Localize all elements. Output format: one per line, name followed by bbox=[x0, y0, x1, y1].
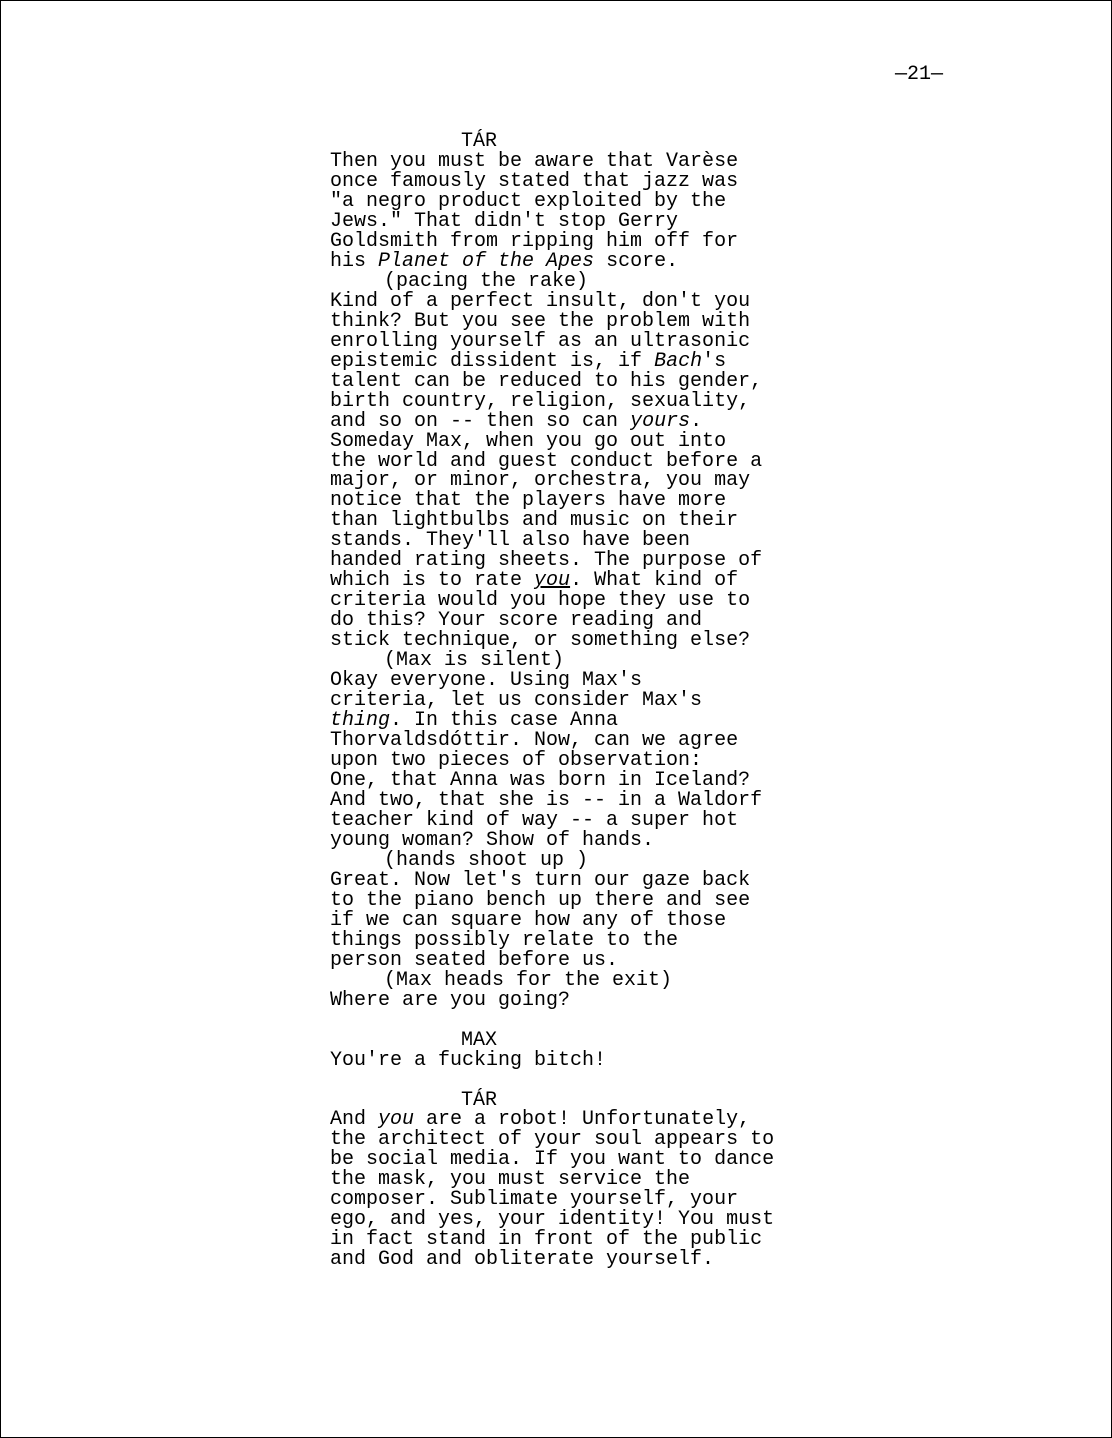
line-text: 's bbox=[702, 349, 727, 373]
emphasis-text: you bbox=[378, 1108, 415, 1132]
dialogue-line bbox=[330, 1210, 850, 1230]
line-text: and so on -- then so can bbox=[330, 409, 631, 433]
line-text: Where are you going? bbox=[330, 988, 571, 1012]
parenthetical bbox=[330, 848, 850, 872]
page-number: —21— bbox=[895, 63, 944, 86]
line-text: You're a fucking bitch! bbox=[330, 1048, 607, 1072]
dialogue-line bbox=[330, 189, 850, 213]
dialogue-line bbox=[330, 389, 850, 413]
character-cue bbox=[330, 1088, 850, 1112]
dialogue-line bbox=[330, 169, 850, 193]
line-text: "a negro product exploited by the bbox=[330, 189, 727, 213]
character-cue bbox=[330, 1028, 850, 1052]
dialogue-line bbox=[330, 229, 850, 253]
emphasis-text: yours bbox=[630, 409, 691, 433]
dialogue-line bbox=[330, 631, 850, 651]
parenthetical bbox=[330, 269, 850, 293]
dialogue-line bbox=[330, 531, 850, 551]
dialogue-line bbox=[330, 691, 850, 711]
line-text: once famously stated that jazz was bbox=[330, 169, 739, 193]
dialogue-line bbox=[330, 751, 850, 771]
line-text: upon two pieces of observation: bbox=[330, 749, 703, 773]
line-text: . What kind of bbox=[570, 569, 739, 593]
dialogue-line bbox=[330, 711, 850, 731]
dialogue-line bbox=[330, 788, 850, 812]
line-text: major, or minor, orchestra, you may bbox=[330, 469, 751, 493]
screenplay-body bbox=[330, 132, 850, 1270]
dialogue-line bbox=[330, 471, 850, 491]
dialogue-line bbox=[330, 309, 850, 333]
dialogue-line bbox=[330, 349, 850, 373]
line-text: to the piano bench up there and see bbox=[330, 888, 751, 912]
dialogue-line bbox=[330, 771, 850, 791]
line-text: (Max heads for the exit) bbox=[384, 968, 673, 992]
dialogue-line bbox=[330, 1250, 850, 1270]
line-text: his bbox=[330, 249, 379, 273]
line-text: are a robot! Unfortunately, bbox=[414, 1108, 751, 1132]
line-text: Goldsmith from ripping him off for bbox=[330, 229, 739, 253]
line-text: . bbox=[690, 409, 703, 433]
line-text: than lightbulbs and music on their bbox=[330, 509, 739, 533]
character-cue bbox=[330, 132, 850, 152]
dialogue-line bbox=[330, 1170, 850, 1190]
parenthetical bbox=[330, 968, 850, 992]
line-text: epistemic dissident is, if bbox=[330, 349, 655, 373]
line-text: Kind of a perfect insult, don't you bbox=[330, 289, 751, 313]
line-text: talent can be reduced to his gender, bbox=[330, 369, 763, 393]
line-text: enrolling yourself as an ultrasonic bbox=[330, 329, 751, 353]
line-text: . In this case Anna bbox=[390, 709, 619, 733]
line-text: ego, and yes, your identity! You must bbox=[330, 1208, 775, 1232]
dialogue-line bbox=[330, 249, 850, 273]
dialogue-line bbox=[330, 329, 850, 353]
line-text: Jews." That didn't stop Gerry bbox=[330, 209, 679, 233]
line-text: Okay everyone. Using Max's bbox=[330, 669, 643, 693]
dialogue-line bbox=[330, 1110, 850, 1130]
line-text: handed rating sheets. The purpose of bbox=[330, 549, 763, 573]
emphasis-text: you bbox=[534, 569, 571, 593]
dialogue-line bbox=[330, 671, 850, 691]
line-text: (pacing the rake) bbox=[384, 269, 589, 293]
line-text: (hands shoot up ) bbox=[384, 848, 589, 872]
line-text: the architect of your soul appears to bbox=[330, 1128, 775, 1152]
dialogue-line bbox=[330, 1150, 850, 1170]
line-text: stick technique, or something else? bbox=[330, 629, 751, 653]
line-text: the mask, you must service the bbox=[330, 1168, 691, 1192]
dialogue-line bbox=[330, 1130, 850, 1150]
line-text: stands. They'll also have been bbox=[330, 529, 691, 553]
line-text: composer. Sublimate yourself, your bbox=[330, 1188, 739, 1212]
line-text: young woman? Show of hands. bbox=[330, 828, 655, 852]
line-text: Someday Max, when you go out into bbox=[330, 429, 727, 453]
dialogue-line bbox=[330, 1230, 850, 1250]
line-text: think? But you see the problem with bbox=[330, 309, 751, 333]
line-text: do this? Your score reading and bbox=[330, 609, 703, 633]
dialogue-line bbox=[330, 591, 850, 611]
line-text: One, that Anna was born in Iceland? bbox=[330, 769, 751, 792]
dialogue-line bbox=[330, 988, 850, 1012]
line-text: which is to rate bbox=[330, 569, 535, 593]
dialogue-line bbox=[330, 1190, 850, 1210]
line-text: be social media. If you want to dance bbox=[330, 1148, 775, 1172]
dialogue-line bbox=[330, 828, 850, 852]
parenthetical bbox=[330, 651, 850, 671]
dialogue-line bbox=[330, 149, 850, 173]
line-text: in fact stand in front of the public bbox=[330, 1228, 763, 1252]
dialogue-line bbox=[330, 571, 850, 591]
dialogue-line bbox=[330, 948, 850, 972]
line-text: criteria would you hope they use to bbox=[330, 589, 751, 613]
dialogue-line bbox=[330, 369, 850, 393]
emphasis-text: Bach bbox=[654, 349, 703, 373]
dialogue-line bbox=[330, 289, 850, 313]
dialogue-line bbox=[330, 928, 850, 952]
dialogue-line bbox=[330, 611, 850, 631]
line-text: Great. Now let's turn our gaze back bbox=[330, 868, 751, 892]
line-text: Then you must be aware that Varèse bbox=[330, 149, 739, 173]
line-text: TÁR bbox=[461, 130, 498, 153]
line-text: birth country, religion, sexuality, bbox=[330, 389, 751, 413]
emphasis-text: thing bbox=[330, 709, 391, 733]
line-text: MAX bbox=[461, 1028, 498, 1052]
dialogue-line bbox=[330, 808, 850, 832]
emphasis-text: Planet of the Apes bbox=[378, 249, 595, 273]
line-text: and God and obliterate yourself. bbox=[330, 1248, 715, 1272]
line-text: things possibly relate to the bbox=[330, 928, 679, 952]
dialogue-line bbox=[330, 868, 850, 892]
line-text: if we can square how any of those bbox=[330, 908, 727, 932]
dialogue-line bbox=[330, 1048, 850, 1072]
blank-line bbox=[330, 1011, 850, 1031]
line-text: criteria, let us consider Max's bbox=[330, 689, 703, 713]
dialogue-line bbox=[330, 209, 850, 233]
dialogue-line bbox=[330, 551, 850, 571]
line-text: Thorvaldsdóttir. Now, can we agree bbox=[330, 729, 739, 753]
dialogue-line bbox=[330, 908, 850, 932]
dialogue-line bbox=[330, 409, 850, 433]
dialogue-line bbox=[330, 511, 850, 531]
line-text: (Max is silent) bbox=[384, 649, 565, 673]
dialogue-line bbox=[330, 888, 850, 912]
line-text: And bbox=[330, 1108, 379, 1132]
dialogue-line bbox=[330, 731, 850, 751]
dialogue-line bbox=[330, 429, 850, 453]
blank-line bbox=[330, 1071, 850, 1091]
line-text: TÁR bbox=[461, 1088, 498, 1112]
dialogue-line bbox=[330, 491, 850, 511]
line-text: score. bbox=[594, 249, 679, 273]
line-text: person seated before us. bbox=[330, 948, 619, 972]
line-text: notice that the players have more bbox=[330, 489, 727, 513]
dialogue-line bbox=[330, 449, 850, 473]
line-text: the world and guest conduct before a bbox=[330, 449, 763, 473]
line-text: And two, that she is -- in a Waldorf bbox=[330, 788, 763, 812]
line-text: teacher kind of way -- a super hot bbox=[330, 808, 739, 832]
